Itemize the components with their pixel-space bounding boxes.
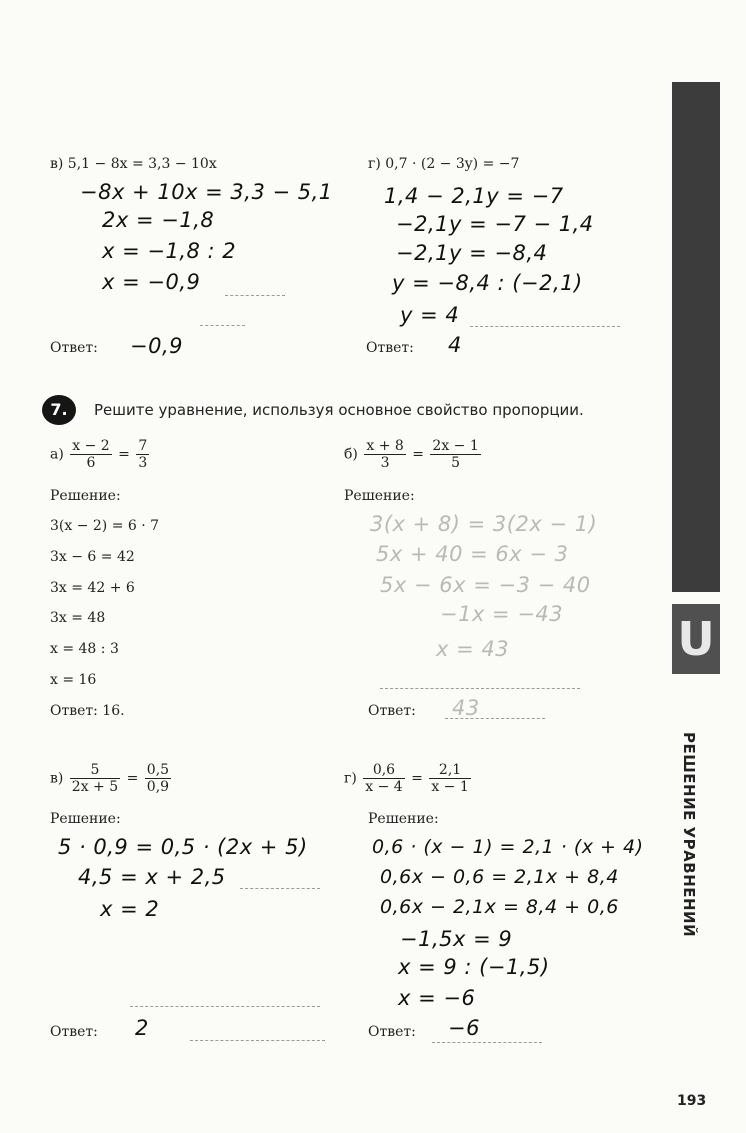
solution-line: 3x − 6 = 42 [50,549,135,565]
fraction: $\frac{0,6}{x - 4}$ [365,762,403,796]
answer-value: −6 [448,1016,480,1040]
hw-line-faint: 5x − 6x = −3 − 40 [380,573,591,597]
equals-sign: = [126,770,139,787]
hw-line-faint: −1x = −43 [440,602,564,626]
hw-line: x = 9 : (−1,5) [398,955,550,979]
fraction: $\frac{x - 2}{6}$ [72,438,110,472]
hw-line: 0,6 · (x − 1) = 2,1 · (x + 4) [372,836,644,858]
hw-line: 5 · 0,9 = 0,5 · (2x + 5) [58,835,308,859]
chapter-title: РЕШЕНИЕ УРАВНЕНИЙ [680,732,698,938]
hw-line: 0,6x − 0,6 = 2,1x + 8,4 [380,866,619,888]
sidebar-letter: U [672,604,720,674]
problem-b-equation [344,438,483,471]
solution-label: Решение: [368,811,439,827]
solution-line: 3x = 48 [50,610,106,626]
problem-g-equation [344,762,473,795]
sidebar-dark-strip [672,82,720,592]
answer-label: Ответ: [50,340,98,356]
problem-v-equation [50,762,173,795]
hw-line-faint: x = 43 [436,637,510,661]
hw-line: −8x + 10x = 3,3 − 5,1 [80,180,333,204]
answer-value: 2 [135,1016,149,1040]
task-heading: Решите уравнение, используя основное свойство пропорции. [94,401,584,419]
problem-label: г) [344,770,357,787]
answer-label: Ответ: [50,1024,98,1040]
answer-value: −0,9 [130,334,183,358]
equals-sign: = [118,446,130,463]
chapter-sidebar [672,82,720,1112]
fraction: $\frac{5}{2x + 5}$ [71,762,119,796]
fraction: $\frac{0,5}{0,9}$ [146,762,170,796]
hw-line: −2,1y = −8,4 [396,241,548,265]
solution-label: Решение: [50,811,121,827]
solution-line: x = 48 : 3 [50,641,119,657]
problem-g-top-header: г) 0,7 · (2 − 3y) = −7 [368,156,520,172]
hw-line: 4,5 = x + 2,5 [78,865,226,889]
fraction: $\frac{2,1}{x - 1}$ [431,762,469,796]
answer-label: Ответ: [366,340,414,356]
answer-label: Ответ: [368,1024,416,1040]
hw-line: −1,5x = 9 [400,927,513,951]
solution-line: x = 16 [50,672,97,688]
hw-line: x = −1,8 : 2 [102,239,237,263]
answer-value: 4 [448,333,462,357]
problem-a-equation [50,438,151,471]
hw-line-faint: 3(x + 8) = 3(2x − 1) [370,512,598,536]
problem-label: б) [344,446,358,463]
fraction: $\frac{7}{3}$ [138,438,148,472]
problem-label: а) [50,446,64,463]
fraction: $\frac{x + 8}{3}$ [366,438,404,472]
hw-line: y = −8,4 : (−2,1) [392,271,583,295]
hw-line: y = 4 [400,303,460,327]
answer-label: Ответ: [368,703,416,719]
answer-text: Ответ: 16. [50,703,125,719]
hw-line: −2,1y = −7 − 1,4 [396,212,594,236]
solution-label: Решение: [50,488,121,504]
task-number-badge: 7. [42,395,76,425]
hw-line: 2x = −1,8 [102,208,215,232]
equals-sign: = [412,446,424,463]
solution-line: 3(x − 2) = 6 · 7 [50,518,160,534]
hw-line: x = −6 [398,986,476,1010]
problem-v-top-header: в) 5,1 − 8x = 3,3 − 10x [50,156,217,172]
equals-sign: = [411,770,423,787]
answer-value: 43 [452,696,480,720]
hw-line-faint: 5x + 40 = 6x − 3 [376,542,569,566]
problem-label: в) [50,770,64,787]
hw-line: x = −0,9 [102,270,201,294]
page-number: 193 [677,1093,707,1109]
hw-line: 1,4 − 2,1y = −7 [384,184,564,208]
solution-label: Решение: [344,488,415,504]
hw-line: 0,6x − 2,1x = 8,4 + 0,6 [380,896,619,918]
hw-line: x = 2 [100,897,160,921]
solution-line: 3x = 42 + 6 [50,580,135,596]
fraction: $\frac{2x - 1}{5}$ [432,438,479,472]
